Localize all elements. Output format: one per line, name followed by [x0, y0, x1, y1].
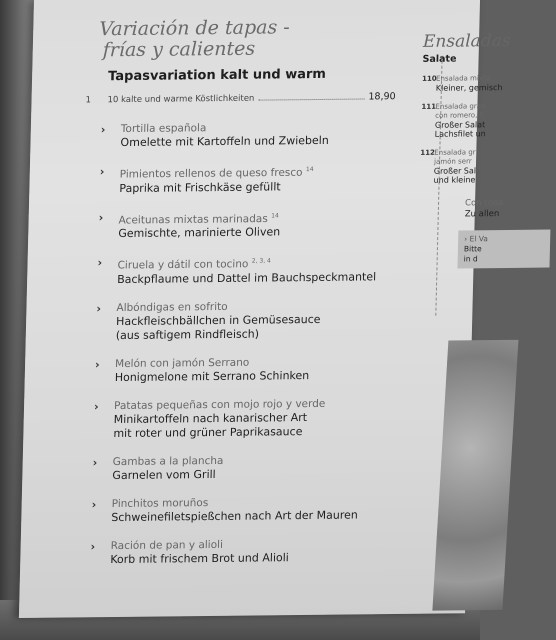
chevron-right-icon: › [98, 210, 104, 224]
salads-note [419, 198, 530, 221]
item-name-es-text: Melón con jamón Serrano [114, 356, 250, 370]
chevron-right-icon: › El Va [464, 234, 489, 244]
box-de-2: in d [463, 254, 478, 264]
food-photo [432, 340, 518, 611]
salad-item [421, 102, 532, 139]
item-name-es-text: Gambas a la plancha [112, 454, 224, 468]
tapas-item [76, 537, 387, 567]
item-name-es-text: Aceitunas mixtas marinadas [118, 212, 268, 227]
salad-name-de: Großer Sal [433, 166, 477, 176]
item-name-de: Paprika mit Frischkäse gefüllt [119, 179, 281, 195]
item-name-es-text: Tortilla española [120, 122, 207, 136]
salads-list [420, 74, 533, 185]
item-name-de: Hackfleischbällchen in Gemüsesauce [115, 312, 321, 328]
item-name-es-text: Patatas pequeñas con mojo rojo y verde [113, 397, 326, 412]
offer-price: 18,90 [368, 91, 396, 103]
allergen-note: 2, 3, 4 [251, 257, 271, 265]
item-name-de: Backpflaume und Dattel im Bauchspeckmantel [117, 269, 377, 286]
title-line-1: Variación de tapas - [99, 16, 290, 41]
chevron-right-icon: › [97, 256, 103, 270]
item-name-de: Korb mit frischem Brot und Alioli [110, 550, 289, 566]
tapas-item [86, 120, 397, 150]
salad-name-es: Ensalada gr [434, 148, 476, 157]
allergen-note: 14 [271, 211, 279, 219]
item-name-de: Omelette mit Kartoffeln und Zwiebeln [120, 133, 329, 150]
item-name-es-text: Albóndigas en sofrito [116, 300, 228, 314]
chevron-right-icon: › [96, 301, 102, 315]
salad-number: 111 [421, 102, 437, 111]
tapas-item [83, 253, 394, 287]
salad-name-es-2: jamón serr [433, 157, 472, 166]
item-name-de: mit roter und grüner Paprikasauce [113, 424, 303, 440]
allergen-note: 14 [305, 166, 314, 174]
item-name-de: Gemischte, marinierte Oliven [118, 225, 281, 241]
tapas-item [82, 299, 393, 343]
item-name-de: Honigmelone mit Serrano Schinken [114, 368, 310, 384]
item-name-es-text: Ración de pan y alioli [110, 538, 224, 552]
note-es: Con toda [464, 198, 504, 209]
item-name-es-text: Ciruela y dátil con tocino [117, 258, 249, 272]
chevron-right-icon: › [99, 165, 105, 179]
item-name-es-text: Pinchitos moruños [111, 496, 209, 510]
tapas-item [79, 397, 390, 441]
info-box [457, 230, 550, 269]
chevron-right-icon: › [94, 357, 100, 371]
chevron-right-icon: › [90, 539, 96, 553]
offer-number: 1 [85, 95, 92, 106]
chevron-right-icon: › [92, 455, 98, 469]
tapas-item [85, 162, 396, 196]
box-de-1: Bitte [463, 244, 482, 254]
tapas-section [76, 16, 400, 582]
tapas-item [77, 495, 388, 525]
salad-number: 110 [421, 74, 437, 83]
price-leader-dots [258, 99, 364, 101]
title-line-2: frías y calientes [102, 37, 256, 62]
item-name-de: (aus saftigem Rindfleisch) [115, 327, 260, 342]
salad-name-de-2: und kleine [433, 175, 476, 185]
tapas-list [76, 120, 397, 567]
tapas-item [84, 208, 395, 242]
salad-name-es: Ensalada gran [435, 102, 486, 111]
salad-item [420, 148, 531, 185]
salad-name-de: Großer Salat [434, 120, 486, 130]
salad-item [422, 74, 532, 93]
box-es: El Va [469, 234, 489, 244]
chevron-right-icon: › [100, 123, 106, 137]
tapas-item [81, 355, 392, 385]
salads-title: Ensaladas [422, 30, 511, 52]
section-title [99, 16, 400, 61]
offer-description: 10 kalte und warme Köstlichkeiten [107, 93, 255, 106]
tapas-item [78, 453, 389, 483]
note-de: Zu allen [464, 209, 500, 220]
item-name-es-text: Pimientos rellenos de queso fresco [119, 166, 303, 181]
item-name-de: Garnelen vom Grill [112, 467, 216, 482]
menu-page [19, 0, 511, 618]
chevron-right-icon: › [91, 497, 97, 511]
salad-name-es: Ensalada mixta [435, 74, 491, 83]
salad-name-de-2: Lachsfilet un [434, 129, 486, 139]
section-subtitle: Tapasvariation kalt und warm [107, 66, 327, 85]
item-name-de: Minikartoffeln nach kanarischer Art [113, 410, 308, 426]
salad-name-de: Kleiner, gemisch [435, 83, 503, 93]
salad-name-es-2: con romero, fi [435, 111, 485, 120]
salads-subtitle: Salate [422, 53, 457, 65]
offer-row [85, 91, 395, 105]
salad-number: 112 [420, 148, 436, 157]
item-name-de: Schweinefiletspießchen nach Art der Mauren [111, 507, 359, 524]
chevron-right-icon: › [93, 399, 99, 413]
salads-section [417, 31, 533, 269]
